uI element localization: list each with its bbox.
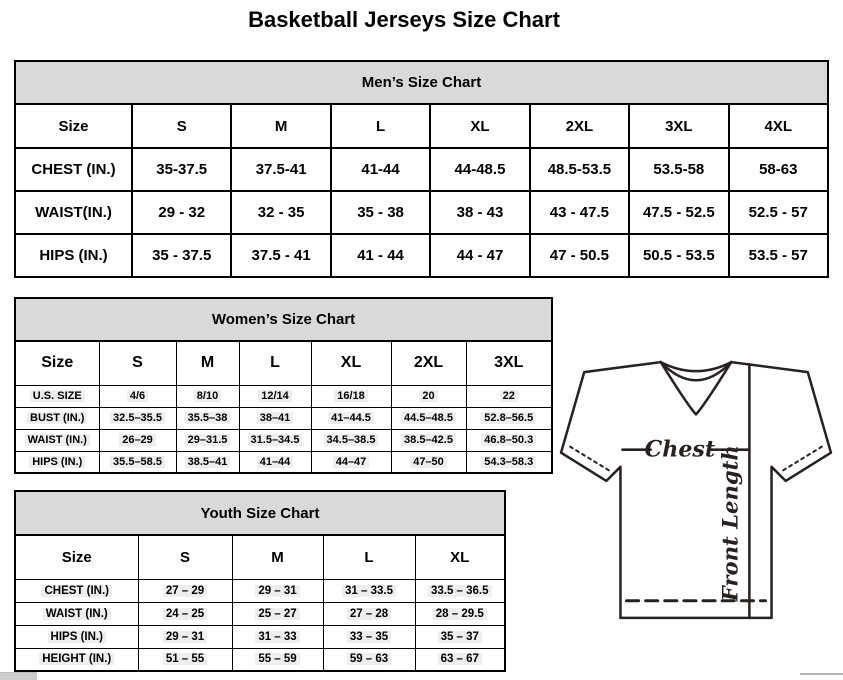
table-row: [15, 451, 552, 473]
cell-text: 44.5–48.5: [401, 412, 456, 424]
table-cell: [176, 407, 239, 429]
cell-text: HIPS (IN.): [29, 456, 85, 468]
jersey-diagram: [556, 352, 838, 634]
cell-text: 35 – 37: [438, 631, 482, 643]
table-cell: [232, 648, 323, 671]
cell-text: 8/10: [194, 390, 221, 402]
table-cell: 58-63: [729, 148, 828, 191]
jersey-outline: [561, 362, 831, 618]
column-header: L: [323, 535, 415, 579]
table-cell: [239, 429, 311, 451]
row-label: [15, 625, 138, 648]
table-row: [15, 104, 828, 148]
column-header: 4XL: [729, 104, 828, 148]
table-cell: [239, 385, 311, 407]
column-header: M: [231, 104, 330, 148]
column-header: 2XL: [530, 104, 629, 148]
cell-text: 52.8–56.5: [481, 412, 536, 424]
table-cell: 37.5-41: [231, 148, 330, 191]
table-cell: 47 - 50.5: [530, 234, 629, 277]
table-cell: [138, 579, 232, 602]
column-header: 3XL: [466, 341, 552, 385]
table-cell: [138, 602, 232, 625]
table-cell: [391, 429, 466, 451]
cell-text: 35.5–58.5: [110, 456, 165, 468]
table-row: [15, 429, 552, 451]
cell-text: BUST (IN.): [27, 412, 87, 424]
cell-text: 4/6: [127, 390, 148, 402]
table-cell: [323, 625, 415, 648]
cell-text: 33.5 – 36.5: [428, 585, 492, 597]
column-header: M: [176, 341, 239, 385]
column-header: L: [239, 341, 311, 385]
row-label: [15, 429, 99, 451]
cell-text: 55 – 59: [255, 653, 299, 665]
table-row: [15, 148, 828, 191]
table-cell: [391, 451, 466, 473]
cell-text: 27 – 29: [163, 585, 207, 597]
table-row: [15, 579, 505, 602]
column-header: XL: [415, 535, 505, 579]
womens-chart-title: Women’s Size Chart: [14, 297, 553, 340]
cell-text: 28 – 29.5: [433, 608, 487, 620]
table-cell: [391, 407, 466, 429]
cell-text: 51 – 55: [163, 653, 207, 665]
womens-size-table: [14, 340, 553, 474]
table-row: [15, 648, 505, 671]
table-cell: 35 - 37.5: [132, 234, 231, 277]
cell-text: 35.5–38: [185, 412, 231, 424]
cell-text: CHEST (IN.): [41, 585, 112, 597]
table-cell: 50.5 - 53.5: [629, 234, 728, 277]
table-cell: 48.5-53.5: [530, 148, 629, 191]
table-cell: [176, 385, 239, 407]
table-cell: [466, 451, 552, 473]
table-cell: 53.5-58: [629, 148, 728, 191]
cell-text: 12/14: [258, 390, 292, 402]
cell-text: 29–31.5: [185, 434, 231, 446]
table-cell: [415, 579, 505, 602]
table-row: [15, 602, 505, 625]
table-cell: [311, 429, 391, 451]
table-cell: 37.5 - 41: [231, 234, 330, 277]
table-cell: [99, 451, 176, 473]
cell-text: 27 – 28: [347, 608, 391, 620]
table-row: [15, 407, 552, 429]
table-cell: 47.5 - 52.5: [629, 191, 728, 234]
cell-text: 44–47: [333, 456, 370, 468]
youth-size-table: [14, 534, 506, 672]
table-cell: 35 - 38: [331, 191, 430, 234]
cell-text: WAIST (IN.): [43, 608, 111, 620]
table-cell: 29 - 32: [132, 191, 231, 234]
table-cell: 38 - 43: [430, 191, 529, 234]
front-length-label: Front Length: [717, 445, 743, 602]
cell-text: 54.3–58.3: [481, 456, 536, 468]
table-cell: [415, 648, 505, 671]
table-cell: [232, 579, 323, 602]
cell-text: 31 – 33: [255, 631, 299, 643]
table-cell: 53.5 - 57: [729, 234, 828, 277]
table-row: [15, 385, 552, 407]
table-cell: [99, 385, 176, 407]
cell-text: 20: [419, 390, 437, 402]
cell-text: 41–44.5: [328, 412, 374, 424]
cell-text: WAIST (IN.): [25, 434, 90, 446]
cell-text: 22: [500, 390, 518, 402]
column-header: Size: [15, 341, 99, 385]
table-cell: [239, 451, 311, 473]
column-header: S: [138, 535, 232, 579]
cell-text: 63 – 67: [438, 653, 482, 665]
table-cell: [232, 602, 323, 625]
chest-label: Chest: [644, 436, 716, 463]
table-cell: [415, 625, 505, 648]
table-row: [15, 191, 828, 234]
cell-text: 24 – 25: [163, 608, 207, 620]
row-label: [15, 602, 138, 625]
column-header: Size: [15, 535, 138, 579]
column-header: XL: [430, 104, 529, 148]
cell-text: 31.5–34.5: [248, 434, 303, 446]
table-cell: 35-37.5: [132, 148, 231, 191]
column-header: Size: [15, 104, 132, 148]
column-header: XL: [311, 341, 391, 385]
table-cell: 44-48.5: [430, 148, 529, 191]
table-cell: [323, 579, 415, 602]
row-label: WAIST(IN.): [15, 191, 132, 234]
table-cell: [176, 451, 239, 473]
youth-chart-title: Youth Size Chart: [14, 490, 506, 534]
cell-text: 38.5–42.5: [401, 434, 456, 446]
table-cell: 44 - 47: [430, 234, 529, 277]
cell-text: 41–44: [257, 456, 294, 468]
youth-size-chart: [14, 490, 506, 672]
table-cell: [239, 407, 311, 429]
column-header: S: [99, 341, 176, 385]
cell-text: HEIGHT (IN.): [39, 653, 114, 665]
cell-text: 31 – 33.5: [342, 585, 396, 597]
table-cell: 41-44: [331, 148, 430, 191]
cell-text: 34.5–38.5: [324, 434, 379, 446]
cell-text: 25 – 27: [255, 608, 299, 620]
cell-text: 38.5–41: [185, 456, 231, 468]
cell-text: HIPS (IN.): [48, 631, 106, 643]
table-cell: [323, 602, 415, 625]
table-cell: 43 - 47.5: [530, 191, 629, 234]
table-cell: [311, 451, 391, 473]
table-cell: [323, 648, 415, 671]
row-label: [15, 648, 138, 671]
table-cell: [466, 429, 552, 451]
table-cell: 32 - 35: [231, 191, 330, 234]
page-title: Basketball Jerseys Size Chart: [248, 7, 560, 32]
table-row: [15, 341, 552, 385]
column-header: S: [132, 104, 231, 148]
row-label: [15, 451, 99, 473]
mens-chart-title: Men’s Size Chart: [14, 60, 829, 103]
table-cell: [99, 429, 176, 451]
table-cell: [311, 407, 391, 429]
row-label: CHEST (IN.): [15, 148, 132, 191]
table-cell: [466, 407, 552, 429]
cell-text: 29 – 31: [163, 631, 207, 643]
cell-text: 29 – 31: [255, 585, 299, 597]
row-label: [15, 385, 99, 407]
table-cell: [176, 429, 239, 451]
cell-text: 59 – 63: [347, 653, 391, 665]
column-header: 2XL: [391, 341, 466, 385]
row-label: HIPS (IN.): [15, 234, 132, 277]
table-cell: [391, 385, 466, 407]
cell-text: U.S. SIZE: [30, 390, 85, 402]
table-cell: [311, 385, 391, 407]
horizontal-scrollbar-track[interactable]: [800, 673, 843, 675]
column-header: L: [331, 104, 430, 148]
table-cell: [466, 385, 552, 407]
row-label: [15, 579, 138, 602]
womens-size-chart: [14, 297, 553, 474]
column-header: 3XL: [629, 104, 728, 148]
right-cuff-dashed-line: [781, 447, 822, 472]
table-cell: [415, 602, 505, 625]
table-cell: 52.5 - 57: [729, 191, 828, 234]
cell-text: 47–50: [410, 456, 447, 468]
left-cuff-dashed-line: [570, 447, 611, 472]
column-header: M: [232, 535, 323, 579]
table-cell: 41 - 44: [331, 234, 430, 277]
mens-size-table: [14, 103, 829, 278]
table-cell: [138, 648, 232, 671]
table-cell: [99, 407, 176, 429]
cell-text: 33 – 35: [347, 631, 391, 643]
table-cell: [232, 625, 323, 648]
cell-text: 46.8–50.3: [481, 434, 536, 446]
cell-text: 26–29: [119, 434, 156, 446]
table-row: [15, 535, 505, 579]
table-cell: [138, 625, 232, 648]
cell-text: 32.5–35.5: [110, 412, 165, 424]
mens-size-chart: [14, 60, 829, 278]
row-label: [15, 407, 99, 429]
table-row: [15, 625, 505, 648]
cell-text: 16/18: [334, 390, 368, 402]
table-row: [15, 234, 828, 277]
cell-text: 38–41: [257, 412, 294, 424]
